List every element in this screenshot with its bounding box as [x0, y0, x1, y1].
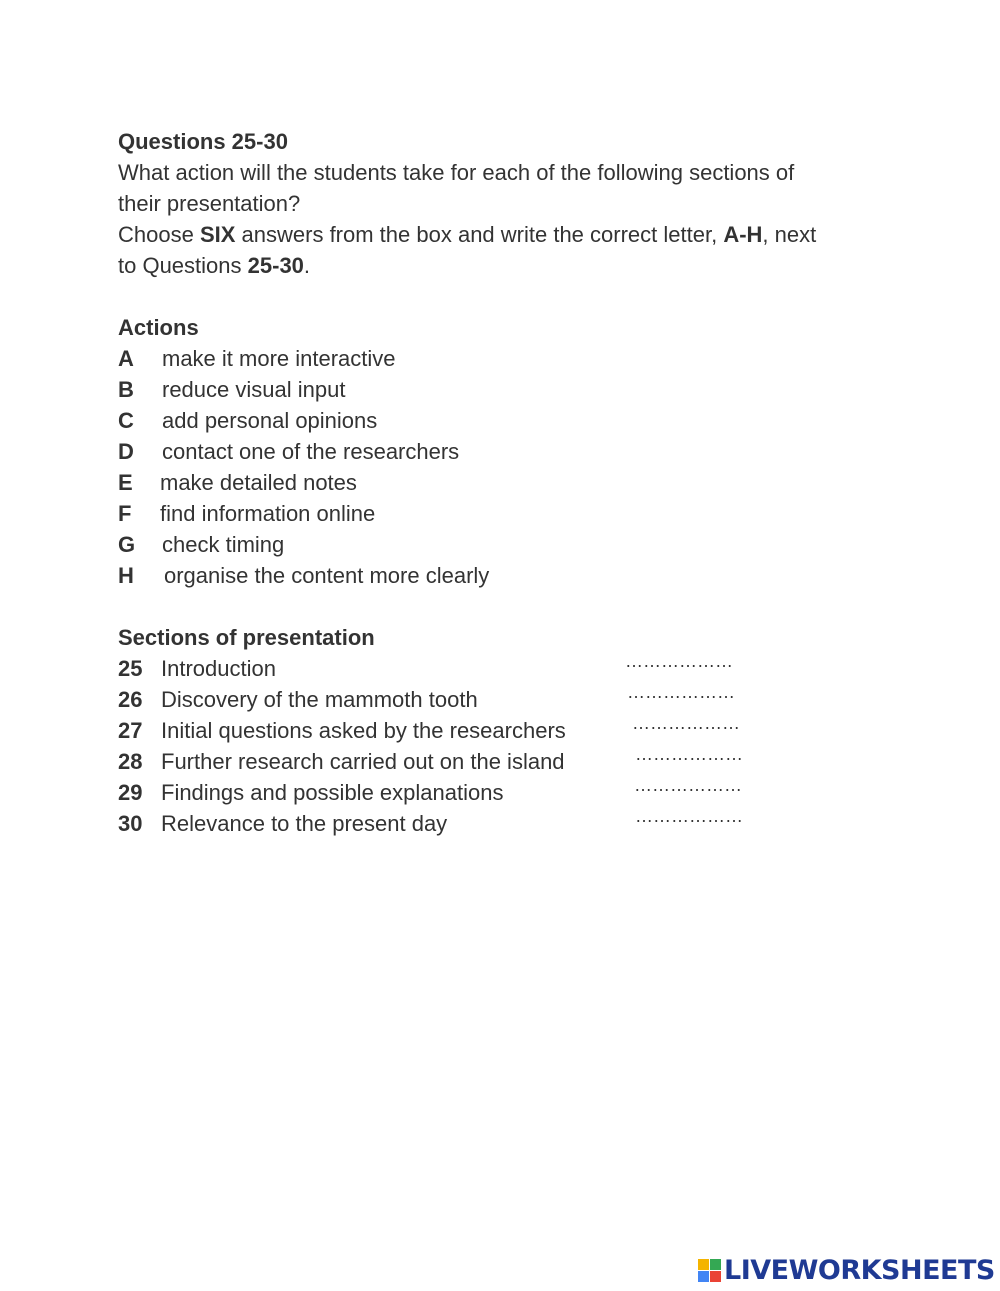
option-text: make it more interactive [162, 346, 396, 371]
question-number: 25 [118, 656, 143, 681]
option-text: make detailed notes [160, 470, 357, 495]
option-letter: E [118, 470, 133, 495]
spacer [118, 281, 898, 312]
instruction-line-1: What action will the students take for each of the following sections of [118, 160, 795, 185]
action-option-a [118, 343, 898, 374]
section-row-30 [118, 808, 898, 839]
option-letter: G [118, 532, 136, 557]
instruction-emphasis-questions: 25-30 [247, 253, 304, 278]
answer-dots: ……………… [625, 651, 733, 671]
action-option-g [118, 529, 898, 560]
option-letter: D [118, 439, 134, 464]
question-number: 27 [118, 718, 143, 743]
question-number: 26 [118, 687, 143, 712]
section-row-27 [118, 715, 898, 746]
answer-dots: ……………… [627, 682, 735, 702]
option-text: find information online [160, 501, 376, 526]
worksheet [118, 126, 898, 839]
section-row-26 [118, 684, 898, 715]
section-label: Further research carried out on the island [161, 749, 565, 774]
instruction-line-4 [118, 250, 898, 281]
section-label: Initial questions asked by the researchers [161, 718, 566, 743]
instruction-emphasis-range: A-H [723, 222, 763, 247]
section-row-28 [118, 746, 898, 777]
action-option-b [118, 374, 898, 405]
liveworksheets-logo[interactable] [698, 1253, 995, 1287]
section-row-25 [118, 653, 898, 684]
option-letter: A [118, 346, 134, 371]
option-text: check timing [162, 532, 285, 557]
action-option-e [118, 467, 898, 498]
instruction-text: , next [762, 222, 817, 247]
instruction-text: to Questions [118, 253, 248, 278]
instruction-line-3 [118, 219, 898, 250]
spacer [118, 591, 898, 622]
action-option-c [118, 405, 898, 436]
option-text: contact one of the researchers [162, 439, 460, 464]
question-number: 30 [118, 811, 143, 836]
sections-list [118, 653, 898, 839]
answer-blank-30[interactable] [635, 808, 745, 839]
sections-title: Sections of presentation [118, 625, 375, 650]
option-letter: C [118, 408, 134, 433]
instruction-text: answers from the box and write the correct letter, [235, 222, 724, 247]
instruction-text: Choose [118, 222, 200, 247]
option-letter: F [118, 501, 132, 526]
option-text: add personal opinions [162, 408, 378, 433]
questions-heading: Questions 25-30 [118, 129, 288, 154]
actions-title: Actions [118, 315, 199, 340]
option-text: organise the content more clearly [164, 563, 490, 588]
option-letter: B [118, 377, 134, 402]
action-option-h [118, 560, 898, 591]
answer-dots: ……………… [632, 713, 740, 733]
section-label: Introduction [161, 656, 276, 681]
section-label: Findings and possible explanations [161, 780, 504, 805]
question-number: 28 [118, 749, 143, 774]
answer-dots: ……………… [635, 806, 743, 826]
actions-list [118, 343, 898, 591]
section-label: Relevance to the present day [161, 811, 448, 836]
instruction-emphasis-six: SIX [199, 222, 236, 247]
brand-name: LIVEWORKSHEETS [724, 1254, 995, 1286]
option-letter: H [118, 563, 134, 588]
section-row-29 [118, 777, 898, 808]
action-option-f [118, 498, 898, 529]
instruction-line-2: their presentation? [118, 191, 301, 216]
question-number: 29 [118, 780, 143, 805]
action-option-d [118, 436, 898, 467]
answer-dots: ……………… [635, 744, 743, 764]
instruction-text: . [303, 253, 311, 278]
answer-dots: ……………… [634, 775, 742, 795]
section-label: Discovery of the mammoth tooth [161, 687, 478, 712]
logo-blocks-icon [698, 1259, 721, 1282]
option-text: reduce visual input [162, 377, 346, 402]
